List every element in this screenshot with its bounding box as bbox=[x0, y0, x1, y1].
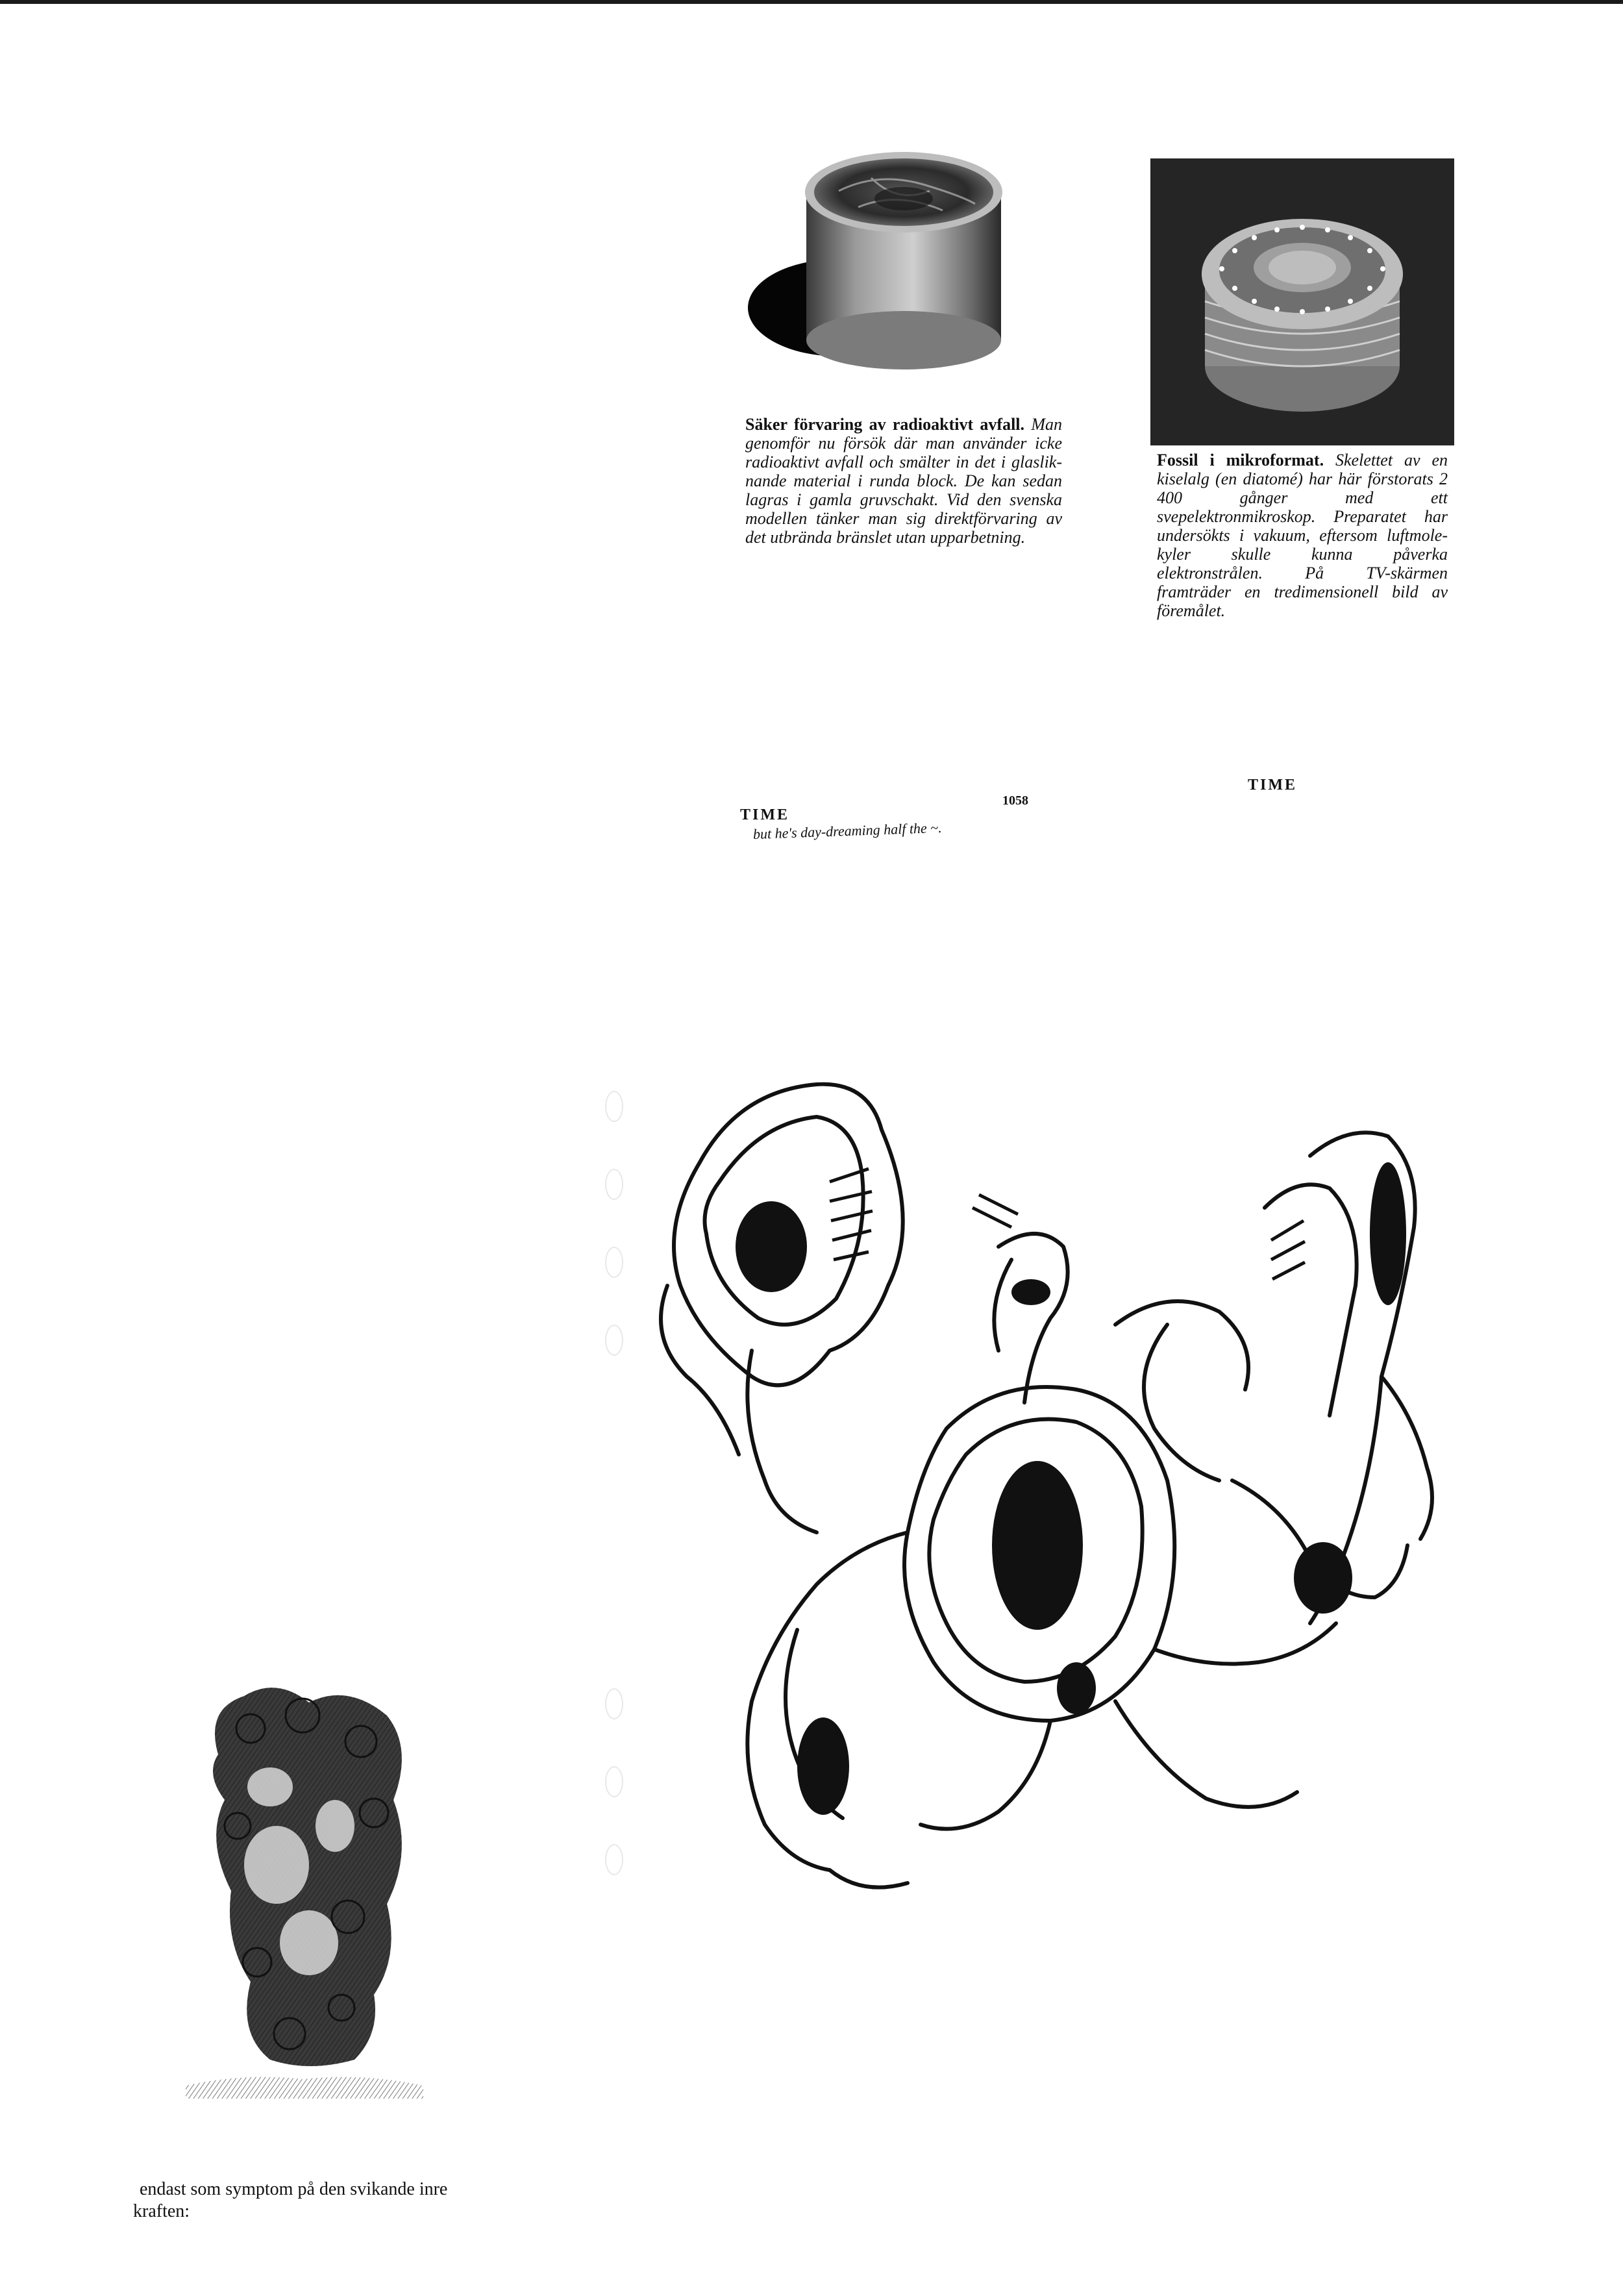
diatom-caption bbox=[1157, 451, 1448, 620]
glass-block-caption-body: Man genomför nu försök där man använder icke radioaktivt avfall och smälter in det i glaslik-nande material i runda block. De kan sedan lagras i gamla gruvschakt. Vid den svenska modellen tänker man sig direktförvaring av det utbrända bränslet utan upparbetning. bbox=[745, 415, 1063, 547]
glass-block-photo bbox=[728, 145, 1079, 392]
drawing-sheet bbox=[583, 1013, 1505, 2110]
dictionary-page-number: 1058 bbox=[1002, 793, 1028, 808]
diatom-caption-body: Skelettet av en kiselalg (en diatomé) har här förstorats 2 400 gånger med ett svepelektronmikroskop. Preparatet har undersökts i vakuum, eftersom luftmole-kyler skulle kunna påverka elektronstrålen. På TV-skärmen framträder en tredimensionell bild av föremålet. bbox=[1157, 451, 1448, 620]
glass-block-caption bbox=[745, 415, 1062, 547]
rock-engraving bbox=[179, 1670, 430, 2122]
rock-engraving-clipping bbox=[179, 1670, 430, 2122]
top-edge-line bbox=[0, 0, 1623, 4]
ink-drawing bbox=[583, 1013, 1505, 2110]
dictionary-clipping bbox=[734, 779, 1071, 877]
bottom-text-line-1: endast som symptom på den svikande inre bbox=[140, 2179, 448, 2199]
time-word-clipping: TIME bbox=[1248, 777, 1298, 793]
glass-block-clipping bbox=[728, 145, 1079, 561]
bottom-text-line-2: kraften: bbox=[133, 2201, 190, 2221]
bottom-text-clipping bbox=[133, 2177, 549, 2235]
glass-block-caption-bold: Säker förvaring av radioaktivt avfall. bbox=[745, 415, 1025, 434]
dictionary-example: but he's day-dreaming half the ~. bbox=[752, 819, 942, 842]
diatom-photo bbox=[1150, 158, 1454, 445]
diatom-clipping bbox=[1150, 158, 1454, 620]
diatom-caption-bold: Fossil i mikroformat. bbox=[1157, 451, 1324, 469]
dictionary-headword: TIME bbox=[740, 806, 790, 823]
